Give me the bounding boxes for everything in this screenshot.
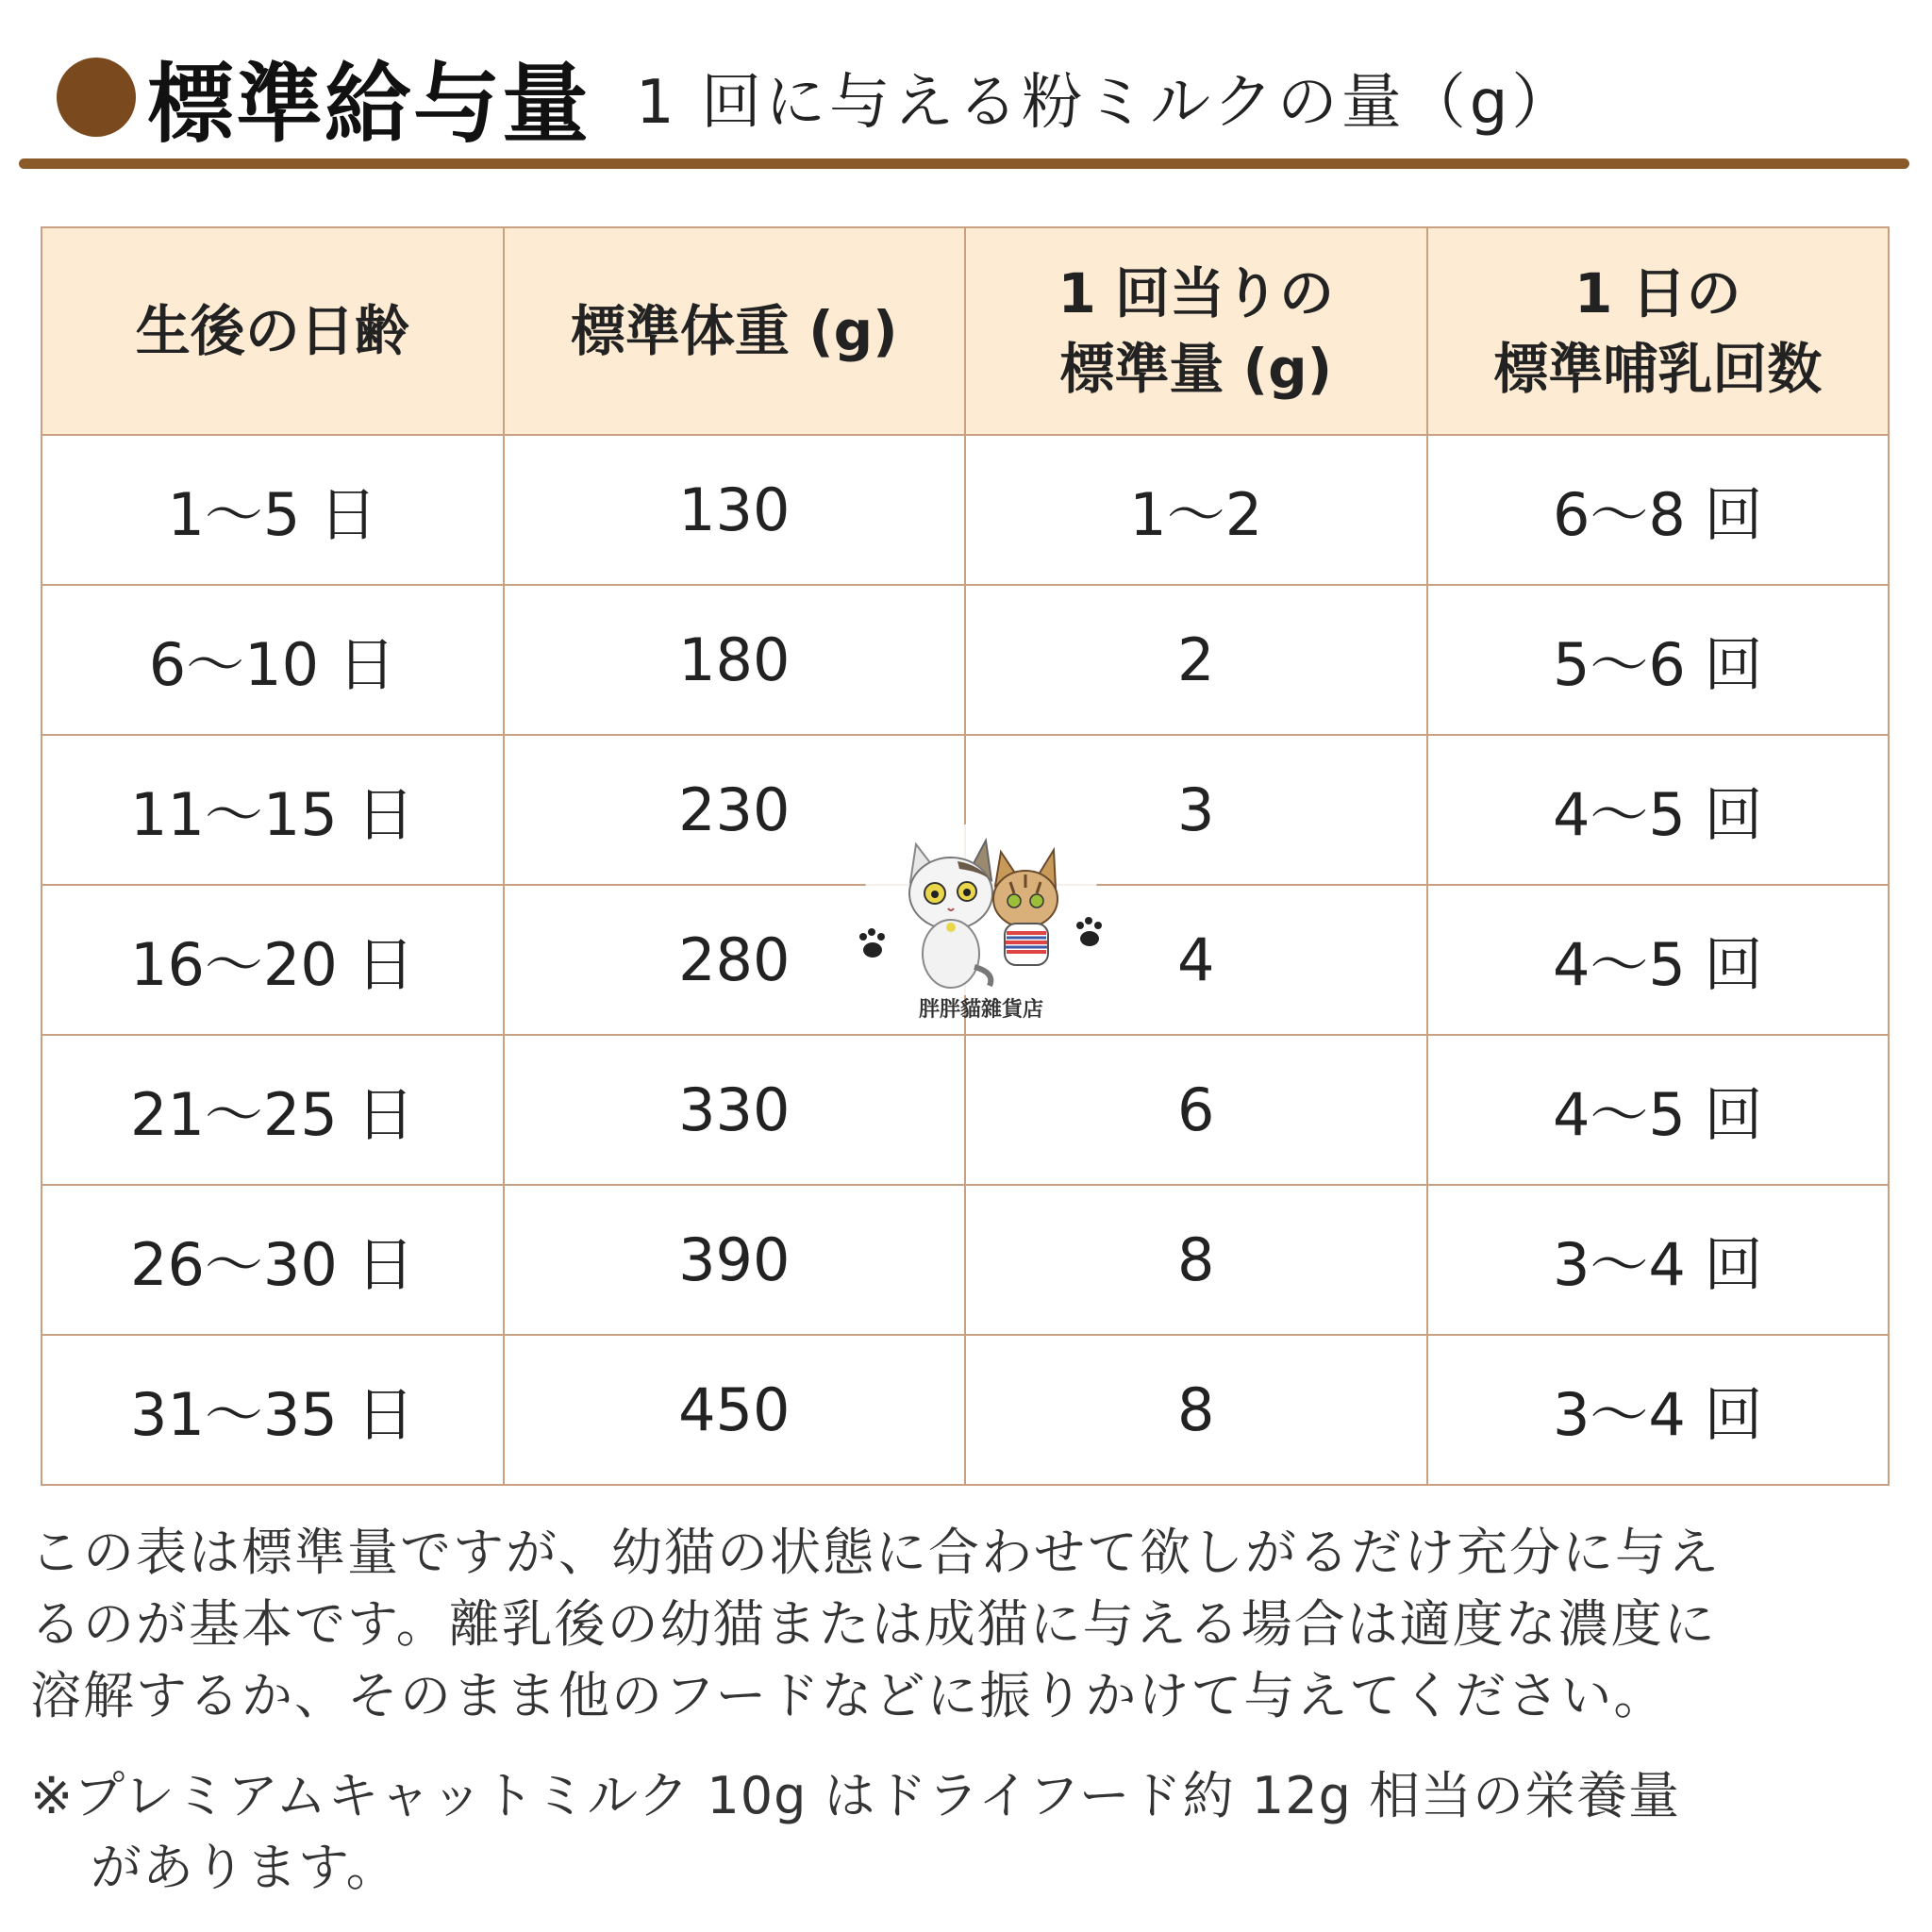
column-header-line: 標準哺乳回数 <box>1493 337 1823 401</box>
cell-age: 1～5 日 <box>42 435 504 585</box>
cell-feedings: 4～5 回 <box>1427 1035 1890 1185</box>
footnote-line: があります。 <box>91 1838 398 1897</box>
note-line: この表は標準量ですが、幼猫の状態に合わせて欲しがるだけ充分に与え <box>30 1523 1721 1582</box>
cell-weight: 230 <box>504 735 966 885</box>
cell-age: 31～35 日 <box>42 1335 504 1485</box>
cell-feedings: 3～4 回 <box>1427 1335 1890 1485</box>
cell-weight: 180 <box>504 585 966 735</box>
cat-logo-icon <box>854 807 1108 995</box>
footnote <box>30 1760 1917 1904</box>
table-header-row <box>42 227 1889 435</box>
cell-age: 6～10 日 <box>42 585 504 735</box>
cell-weight: 330 <box>504 1035 966 1185</box>
cell-feedings: 3～4 回 <box>1427 1185 1890 1335</box>
column-header-age <box>42 227 504 435</box>
note-line: 溶解するか、そのまま他のフードなどに振りかけて与えてください。 <box>30 1666 1667 1725</box>
cell-amount: 8 <box>965 1335 1427 1485</box>
cell-age: 26～30 日 <box>42 1185 504 1335</box>
cell-weight: 130 <box>504 435 966 585</box>
cell-age: 16～20 日 <box>42 885 504 1035</box>
table-row <box>42 1035 1889 1185</box>
cell-feedings: 5～6 回 <box>1427 585 1890 735</box>
footnote-line: ※プレミアムキャットミルク 10g はドライフード約 12g 相当の栄養量 <box>30 1766 1681 1825</box>
usage-note <box>30 1517 1917 1732</box>
table-row <box>42 1335 1889 1485</box>
shop-watermark <box>854 807 1108 1033</box>
table-row <box>42 435 1889 585</box>
cell-amount: 8 <box>965 1185 1427 1335</box>
column-header-line: 1 回当りの <box>1058 261 1335 325</box>
column-header-line: 標準量 (g) <box>1059 337 1333 401</box>
watermark-text: 胖胖貓雜貨店 <box>918 998 1043 1022</box>
cell-feedings: 6～8 回 <box>1427 435 1890 585</box>
cell-feedings: 4～5 回 <box>1427 885 1890 1035</box>
cell-age: 11～15 日 <box>42 735 504 885</box>
page-title: 標準給与量 <box>147 54 591 155</box>
cell-weight: 390 <box>504 1185 966 1335</box>
column-header-line: 生後の日齢 <box>135 299 409 363</box>
page-subtitle: 1 回に与える粉ミルクの量（g） <box>636 68 1576 138</box>
cell-weight: 450 <box>504 1335 966 1485</box>
page-header <box>57 45 1849 155</box>
column-header-feedings <box>1427 227 1890 435</box>
cell-amount: 3 <box>965 735 1427 885</box>
column-header-line: 標準体重 (g) <box>570 299 898 363</box>
column-header-line: 1 日の <box>1574 261 1741 325</box>
cell-age: 21～25 日 <box>42 1035 504 1185</box>
cell-amount: 2 <box>965 585 1427 735</box>
cell-amount: 4 <box>965 885 1427 1035</box>
bullet-dot-icon <box>57 58 136 137</box>
column-header-amount <box>965 227 1427 435</box>
column-header-weight <box>504 227 966 435</box>
cell-amount: 1～2 <box>965 435 1427 585</box>
header-divider <box>19 158 1909 169</box>
table-row <box>42 1185 1889 1335</box>
cell-amount: 6 <box>965 1035 1427 1185</box>
note-line: るのが基本です。離乳後の幼猫または成猫に与える場合は適度な濃度に <box>30 1594 1717 1654</box>
cell-weight: 280 <box>504 885 966 1035</box>
cell-feedings: 4～5 回 <box>1427 735 1890 885</box>
table-row <box>42 585 1889 735</box>
